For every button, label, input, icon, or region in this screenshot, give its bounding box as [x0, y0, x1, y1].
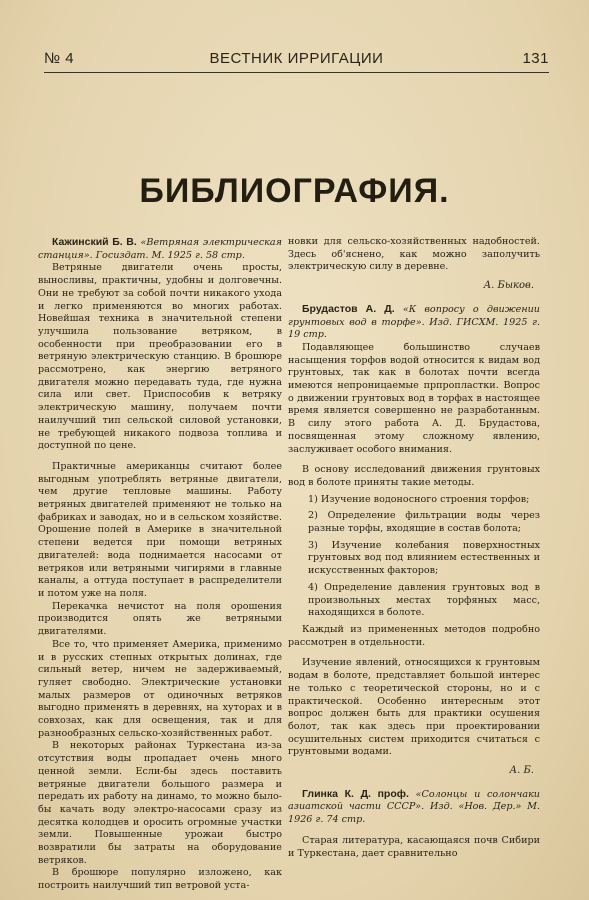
- left-column: [38, 236, 282, 893]
- entry-title: «К вопросу о движении грунтовых вод в торфе». Изд. ГИСХМ. 1925 г. 19 стр.: [288, 303, 540, 341]
- issue-number: № 4: [44, 50, 75, 67]
- entry-author: Брудастов А. Д.: [302, 302, 395, 315]
- entry-brudastov: [288, 303, 540, 342]
- list-item: 1) Изучение водоносного строения торфов;: [308, 493, 530, 505]
- signature: А. Б.: [509, 765, 534, 777]
- paragraph: В брошюре популярно изложено, как построить наилучший тип ветровой уста-: [38, 867, 282, 892]
- entry-author: Кажинский Б. В.: [52, 236, 137, 248]
- paragraph: Все то, что применяет Америка, применимо и в русских степных открытых долинах, где сильный ветер, ничем не задерживаемый, гуляет свободно. Электрические установки малых размеров от одиночных ветряков выгодно применять в деревнях, на хуторах и в совхозах, как для освещения, так и для разнообразных сельско-хозяйственных работ.: [38, 638, 282, 739]
- paragraph: Подавляющее большинство случаев насыщения торфов водой относится к видам вод грунтовых, так как в болотах почти всегда имеются непроницаемые прпропластки. Вопрос о движении грунтовых вод в торфах в настоящее время является совершенно не разработанным. В силу этого работа А. Д. Брудастова, посвященная этому сложному явлению, заслуживает особого внимания.: [288, 341, 540, 455]
- paragraph: Практичные американцы считают более выгодным употреблять ветряные двигатели, чем другие тепловые машины. Работу ветряных двигателей применяют не только на фабриках и заводах, но и в сельском хозяйстве. Орошение полей в Америке в значительной степени ведется при помощи ветряных двигателей: вода поднимается насосами от ветряков или ветряными чигирями в главные каналы, а оттуда поступает в распределители и потом уже на поля.: [38, 460, 282, 599]
- paragraph: новки для сельско-хозяйственных надобностей. Здесь об'яснено, как можно заполучить электрическую силу в деревне.: [288, 236, 540, 273]
- list-item: 2) Определение фильтрации воды через разные торфы, входящие в состав болота;: [308, 510, 540, 535]
- page-number: 131: [522, 50, 549, 67]
- signature: А. Быков.: [483, 280, 534, 292]
- right-column: [288, 236, 540, 860]
- section-title: БИБЛИОГРАФИЯ.: [139, 172, 450, 210]
- entry-author: Глинка К. Д. проф.: [302, 787, 409, 800]
- list-item: 4) Определение давления грунтовых вод в произвольных местах торфяных масс, находящихся в болоте.: [308, 581, 540, 619]
- paragraph: Ветряные двигатели очень просты, выносливы, практичны, удобны и долговечны. Они не требуют за собой почти никакого ухода и легко применяются во многих работах. Новейшая техника в значительной степени улучшила пользование ветряком, в особенности при преобразовании его в ветряную электрическую станцию. В брошюре рассмотрено, как энергию ветряного двигателя можно передавать туда, где нужна сила или свет. Приспособив к ветряку электрическую машину, получаем почти наилучший тип сельской силовой установки, не требующей никакого подвоза топлива и доступной по цене.: [38, 262, 282, 452]
- list-item: 3) Изучение колебания поверхностных грунтовых вод под влиянием естественных и искусственных факторов;: [308, 539, 540, 577]
- paragraph: Каждый из примененных методов подробно рассмотрен в отдельности.: [288, 623, 540, 648]
- entry-glinka: [288, 788, 540, 827]
- paragraph: Старая литература, касающаяся почв Сибири и Туркестана, дает сравнительно: [288, 834, 540, 859]
- paragraph: В основу исследований движения грунтовых вод в болоте приняты такие методы.: [288, 464, 540, 488]
- entry-kazhinsky: [38, 236, 282, 262]
- paragraph: В некоторых районах Туркестана из-за отсутствия воды пропадает очень много ценной земли. Если-бы здесь поставить ветряные двигатели большого размера и передать их работу на динамо, то можно было-бы качать воду электро-насосами сразу из десятка колодцев и оросить огромные участки земли. Повышенные урожаи быстро возвратили бы затраты на оборудование ветряков.: [38, 740, 282, 866]
- journal-title: ВЕСТНИК ИРРИГАЦИИ: [209, 50, 384, 67]
- page-header: [44, 50, 549, 73]
- methods-list: [288, 494, 540, 620]
- entry-title: «Солонцы и солончаки азиатской части СССР». Изд. «Нов. Дер.» М. 1926 г. 74 стр.: [288, 788, 540, 826]
- paragraph: Перекачка нечистот на поля орошения производится опять же ветряными двигателями.: [38, 600, 282, 638]
- paragraph: Изучение явлений, относящихся к грунтовым водам в болоте, представляет большой интерес не только с теоретической стороны, но и с практической. Особенно интересным этот вопрос должен быть для практики осушения болот, так как здесь при проектировании осушительных систем приходится считаться с грунтовыми водами.: [288, 657, 540, 758]
- entry-title: «Ветряная электрическая станция». Госиздат. М. 1925 г. 58 стр.: [38, 237, 282, 261]
